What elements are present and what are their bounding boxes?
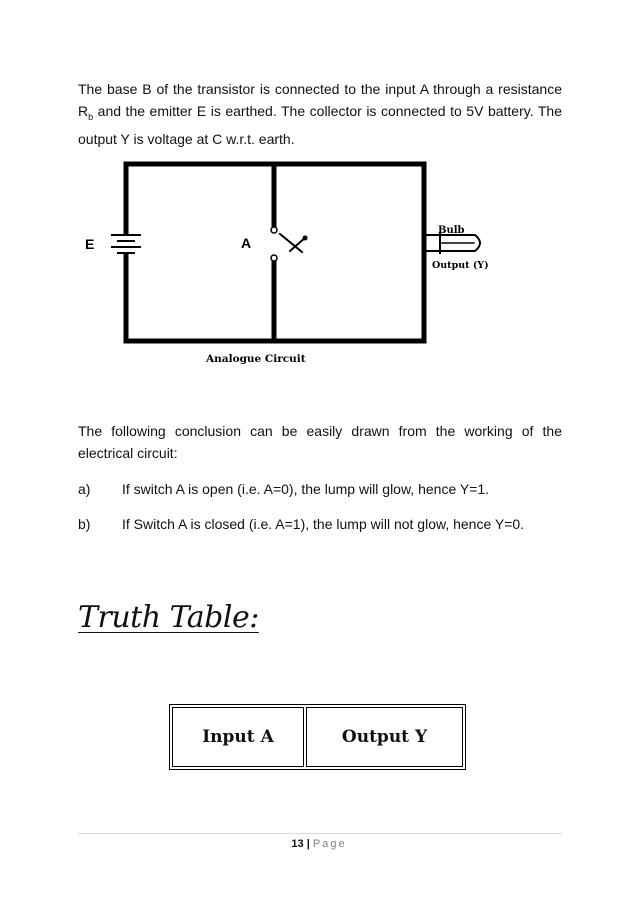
intro-paragraph [78,78,562,150]
truth-table-heading: Truth Table: [78,600,259,635]
bulb-icon [427,233,480,253]
header-input-a: Input A [172,707,304,767]
page-footer [0,838,638,850]
circuit-caption: Analogue Circuit [206,353,306,365]
truth-table [169,704,466,770]
page-number: 13 [291,838,304,850]
table-header-row [172,707,463,767]
label-output: Output (Y) [432,260,489,271]
footer-divider [78,833,562,834]
conclusion-paragraph: The following conclusion can be easily drawn from the working of the electrical circuit: [78,423,562,461]
footer-separator: | [306,838,310,850]
label-bulb: Bulb [438,225,465,236]
list-marker: a) [78,481,91,497]
list-text: If switch A is open (i.e. A=0), the lump will glow, hence Y=1. [122,481,490,497]
battery-icon [112,235,140,253]
header-output-y: Output Y [306,707,463,767]
list-marker: b) [78,516,91,532]
label-e: E [85,236,95,252]
page-label: Page [312,838,347,850]
intro-text-part1: The base B of the transistor is connected to the input A through a resistance R [78,81,562,119]
resistance-subscript: b [88,111,94,122]
switch-icon [271,227,308,261]
analogue-circuit-diagram [80,155,520,370]
list-text: If Switch A is closed (i.e. A=1), the lump will not glow, hence Y=0. [122,516,525,532]
label-a: A [241,235,252,251]
intro-text-part2: and the emitter E is earthed. The collector is connected to 5V battery. The output Y is voltage at C w.r.t. earth. [78,103,562,147]
